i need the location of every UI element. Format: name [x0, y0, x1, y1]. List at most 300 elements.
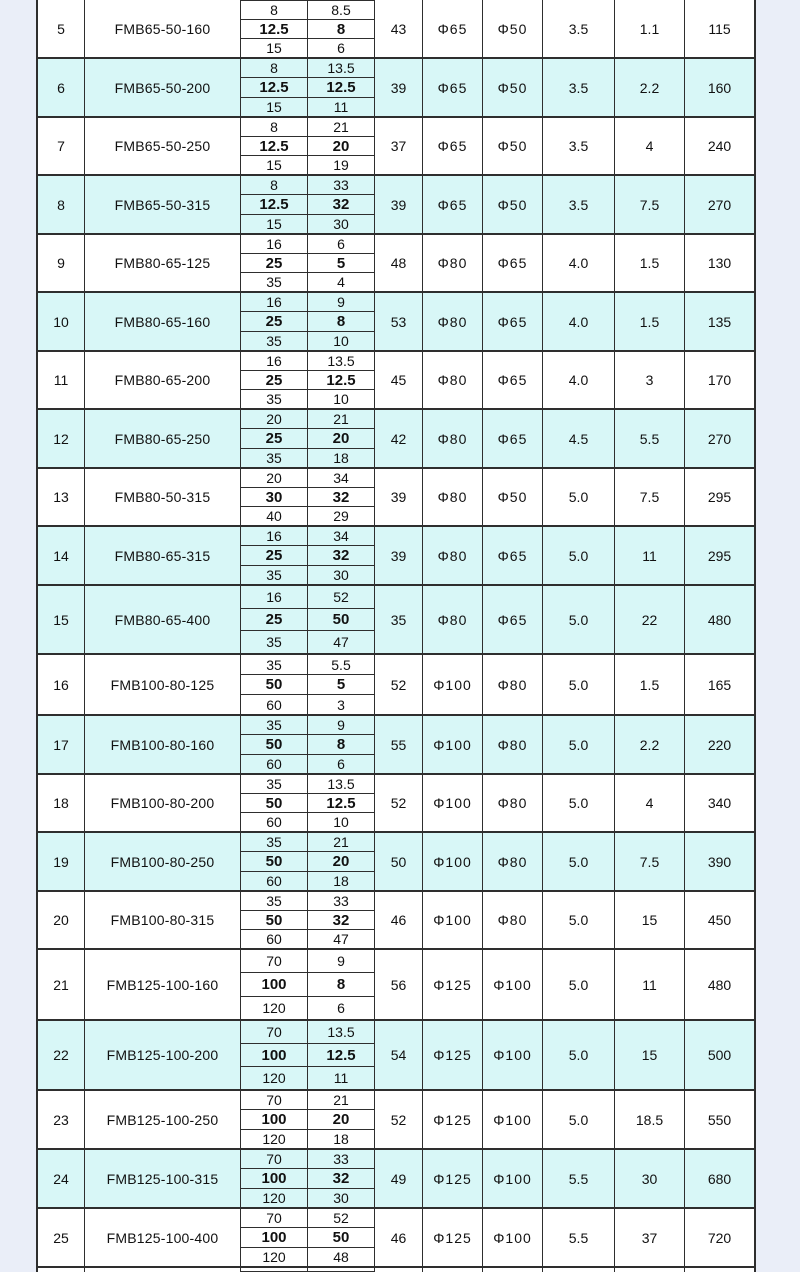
head-cell: 6 [307, 235, 374, 253]
flow-cell: 8 [270, 2, 278, 18]
flow-cell: 60 [266, 931, 282, 947]
flow-cell: 25 [265, 312, 283, 330]
row-number-cell: 22 [53, 1047, 69, 1063]
head-cell: 21 [307, 410, 374, 428]
flow-cell: 8 [270, 177, 278, 194]
inlet-diameter-cell: Φ125 [422, 1209, 482, 1266]
power-cell: 15 [614, 1021, 684, 1089]
inlet-diameter-cell [422, 1268, 482, 1272]
flow-head-subrow [241, 586, 374, 609]
table-row [38, 775, 754, 833]
flow-head-subrow [241, 566, 374, 584]
flow-cell: 25 [265, 611, 283, 628]
efficiency-cell: 53 [374, 293, 422, 350]
flow-cell: 12.5 [259, 137, 289, 155]
head-cell: 30 [307, 215, 374, 233]
flow-head-subrow [241, 892, 374, 911]
flow-cell: 100 [261, 975, 287, 993]
weight-cell: 130 [684, 235, 754, 291]
flow-head-subrow [241, 950, 374, 973]
flow-head-subrow [241, 273, 374, 291]
flow-head-subrow [241, 997, 374, 1019]
flow-head-subrow [241, 1091, 374, 1110]
head-cell: 3 [307, 695, 374, 714]
row-number-cell: 23 [53, 1111, 69, 1128]
npsh-cell: 5.0 [542, 775, 614, 831]
head-cell: 34 [307, 527, 374, 545]
flow-head-subrow [241, 235, 374, 254]
flow-head-subrow [241, 930, 374, 948]
flow-cell: 16 [266, 528, 282, 545]
power-cell: 1.1 [614, 0, 684, 57]
inlet-diameter-cell: Φ65 [422, 0, 482, 57]
head-cell: 18 [307, 1130, 374, 1148]
efficiency-cell: 56 [374, 950, 422, 1019]
inlet-diameter-cell: Φ65 [422, 176, 482, 233]
efficiency-cell: 43 [374, 0, 422, 57]
flow-head-subrow [241, 215, 374, 233]
power-cell: 11 [614, 527, 684, 584]
flow-head-subrow [241, 1021, 374, 1044]
row-number-cell: 25 [53, 1229, 69, 1246]
head-cell: 12.5 [307, 78, 374, 96]
model-cell: FMB80-50-315 [84, 469, 240, 525]
weight-cell: 390 [684, 833, 754, 890]
weight-cell: 160 [684, 59, 754, 116]
flow-cell: 16 [266, 236, 282, 252]
flow-head-subrow [241, 293, 374, 312]
npsh-cell [542, 1268, 614, 1272]
model-cell: FMB65-50-315 [84, 176, 240, 233]
outlet-diameter-cell: Φ65 [482, 235, 542, 291]
flow-cell: 35 [266, 893, 282, 909]
row-number-cell: 15 [53, 611, 69, 628]
model-cell: FMB125-100-400 [84, 1209, 240, 1266]
model-cell: FMB125-100-200 [84, 1021, 240, 1089]
row-number-cell: 16 [53, 676, 69, 693]
model-cell: FMB65-50-200 [84, 59, 240, 116]
efficiency-cell: 48 [374, 235, 422, 291]
inlet-diameter-cell: Φ125 [422, 1021, 482, 1089]
flow-head-subrow-rated [241, 1044, 374, 1067]
efficiency-cell: 37 [374, 118, 422, 174]
flow-head-subrow [241, 775, 374, 794]
flow-head-subrow-rated [241, 78, 374, 97]
flow-cell: 50 [265, 911, 283, 929]
flow-cell: 100 [261, 1169, 287, 1187]
power-cell: 5.5 [614, 410, 684, 467]
power-cell: 1.5 [614, 293, 684, 350]
row-number-cell: 18 [53, 795, 69, 811]
flow-cell: 35 [266, 566, 282, 583]
flow-head-subtable [240, 59, 374, 116]
power-cell: 18.5 [614, 1091, 684, 1148]
row-number-cell: 19 [53, 853, 69, 870]
table-row [38, 118, 754, 176]
outlet-diameter-cell: Φ65 [482, 293, 542, 350]
flow-cell: 25 [265, 546, 283, 564]
outlet-diameter-cell: Φ80 [482, 775, 542, 831]
power-cell: 2.2 [614, 716, 684, 773]
flow-head-subrow-rated [241, 609, 374, 632]
flow-head-subtable [240, 833, 374, 890]
outlet-diameter-cell: Φ50 [482, 469, 542, 525]
table-row [38, 235, 754, 293]
outlet-diameter-cell: Φ100 [482, 1209, 542, 1266]
outlet-diameter-cell [482, 1268, 542, 1272]
flow-head-subrow [241, 1067, 374, 1089]
head-cell: 32 [307, 488, 374, 506]
head-cell: 20 [307, 429, 374, 447]
head-cell: 32 [307, 911, 374, 929]
flow-head-subrow-rated [241, 312, 374, 331]
flow-head-subrow-rated [241, 20, 374, 39]
outlet-diameter-cell: Φ100 [482, 1150, 542, 1207]
flow-cell: 15 [266, 40, 282, 56]
weight-cell: 240 [684, 118, 754, 174]
flow-head-subrow [241, 1248, 374, 1266]
head-cell: 4 [307, 273, 374, 291]
table-row [38, 1021, 754, 1091]
head-cell: 8 [307, 973, 374, 995]
npsh-cell: 5.0 [542, 469, 614, 525]
inlet-diameter-cell: Φ125 [422, 1091, 482, 1148]
flow-cell: 70 [266, 1092, 282, 1109]
inlet-diameter-cell: Φ100 [422, 655, 482, 714]
model-cell: FMB80-65-160 [84, 293, 240, 350]
head-cell: 13.5 [307, 1021, 374, 1043]
row-number-cell: 6 [57, 79, 65, 96]
outlet-diameter-cell: Φ65 [482, 410, 542, 467]
efficiency-cell: 39 [374, 176, 422, 233]
flow-cell: 50 [265, 676, 283, 693]
flow-cell [241, 1268, 307, 1271]
table-row [38, 410, 754, 469]
head-cell: 10 [307, 332, 374, 350]
head-cell: 12.5 [307, 371, 374, 389]
flow-cell: 70 [266, 1024, 282, 1040]
weight-cell: 680 [684, 1150, 754, 1207]
npsh-cell: 4.5 [542, 410, 614, 467]
row-number-cell: 13 [53, 489, 69, 505]
efficiency-cell: 46 [374, 892, 422, 948]
flow-cell: 16 [266, 353, 282, 369]
outlet-diameter-cell: Φ50 [482, 0, 542, 57]
model-cell [84, 1268, 240, 1272]
flow-head-subrow [241, 390, 374, 408]
inlet-diameter-cell: Φ80 [422, 293, 482, 350]
power-cell: 30 [614, 1150, 684, 1207]
weight-cell: 295 [684, 527, 754, 584]
model-cell: FMB100-80-315 [84, 892, 240, 948]
flow-head-subrow-rated [241, 195, 374, 214]
power-cell: 22 [614, 586, 684, 653]
efficiency-cell [374, 1268, 422, 1272]
head-cell: 33 [307, 176, 374, 194]
flow-head-subrow [241, 631, 374, 653]
flow-head-subrow [241, 118, 374, 137]
table-row [38, 655, 754, 716]
head-cell: 21 [307, 1091, 374, 1109]
flow-cell: 100 [261, 1046, 287, 1064]
model-cell: FMB80-65-315 [84, 527, 240, 584]
efficiency-cell: 39 [374, 469, 422, 525]
flow-head-subtable [240, 586, 374, 653]
flow-cell: 35 [266, 449, 282, 466]
model-cell: FMB125-100-250 [84, 1091, 240, 1148]
flow-cell: 35 [266, 834, 282, 851]
efficiency-cell: 42 [374, 410, 422, 467]
efficiency-cell: 52 [374, 775, 422, 831]
inlet-diameter-cell: Φ100 [422, 892, 482, 948]
power-cell: 3 [614, 352, 684, 408]
flow-head-subrow [241, 755, 374, 773]
efficiency-cell: 52 [374, 1091, 422, 1148]
flow-cell: 35 [266, 776, 282, 792]
efficiency-cell: 39 [374, 527, 422, 584]
model-cell: FMB65-50-160 [84, 0, 240, 57]
outlet-diameter-cell: Φ80 [482, 833, 542, 890]
partial-next-row [38, 1268, 754, 1272]
inlet-diameter-cell: Φ100 [422, 716, 482, 773]
npsh-cell: 4.0 [542, 235, 614, 291]
head-cell: 52 [307, 586, 374, 608]
flow-head-subrow [241, 59, 374, 78]
flow-cell: 120 [262, 1189, 286, 1206]
head-cell: 52 [307, 1209, 374, 1227]
head-cell: 9 [307, 293, 374, 311]
inlet-diameter-cell: Φ65 [422, 59, 482, 116]
flow-head-subrow [241, 1150, 374, 1169]
flow-cell: 20 [266, 411, 282, 428]
flow-head-subtable [240, 469, 374, 525]
power-cell: 4 [614, 775, 684, 831]
flow-head-subtable [240, 775, 374, 831]
head-cell: 8 [307, 312, 374, 330]
flow-head-subrow-rated [241, 371, 374, 390]
weight-cell: 340 [684, 775, 754, 831]
table-row [38, 0, 754, 59]
flow-head-subrow-rated [241, 1169, 374, 1188]
row-number-cell: 17 [53, 736, 69, 753]
flow-cell: 25 [265, 371, 283, 389]
flow-head-subrow [241, 39, 374, 57]
head-cell: 50 [307, 1228, 374, 1246]
weight-cell: 170 [684, 352, 754, 408]
npsh-cell: 4.0 [542, 352, 614, 408]
flow-cell: 50 [265, 735, 283, 753]
flow-head-subrow [241, 1130, 374, 1148]
efficiency-cell: 46 [374, 1209, 422, 1266]
head-cell: 6 [307, 39, 374, 57]
table-row [38, 176, 754, 235]
model-cell: FMB100-80-160 [84, 716, 240, 773]
head-cell: 11 [307, 98, 374, 116]
head-cell: 10 [307, 813, 374, 831]
weight-cell: 135 [684, 293, 754, 350]
inlet-diameter-cell: Φ80 [422, 410, 482, 467]
head-cell: 47 [307, 631, 374, 653]
head-cell: 11 [307, 1067, 374, 1089]
flow-head-subrow-rated [241, 911, 374, 930]
weight-cell: 480 [684, 950, 754, 1019]
flow-cell: 25 [265, 254, 283, 272]
flow-cell: 30 [265, 488, 283, 506]
head-cell: 30 [307, 1189, 374, 1207]
npsh-cell: 3.5 [542, 0, 614, 57]
outlet-diameter-cell: Φ50 [482, 59, 542, 116]
flow-cell: 35 [266, 274, 282, 290]
flow-cell: 35 [266, 332, 282, 349]
head-cell: 10 [307, 390, 374, 408]
efficiency-cell: 49 [374, 1150, 422, 1207]
head-cell: 50 [307, 609, 374, 631]
flow-head-subrow-rated [241, 488, 374, 507]
table-row [38, 469, 754, 527]
weight-cell: 270 [684, 410, 754, 467]
flow-head-subrow-rated [241, 137, 374, 156]
head-cell: 8 [307, 20, 374, 38]
model-cell: FMB80-65-400 [84, 586, 240, 653]
efficiency-cell: 35 [374, 586, 422, 653]
flow-cell: 100 [261, 1228, 287, 1246]
flow-cell: 16 [266, 588, 282, 605]
outlet-diameter-cell: Φ65 [482, 352, 542, 408]
table-row [38, 833, 754, 892]
row-number-cell: 11 [53, 372, 69, 388]
flow-cell: 70 [266, 1210, 282, 1227]
outlet-diameter-cell: Φ80 [482, 716, 542, 773]
head-cell: 30 [307, 566, 374, 584]
flow-cell: 8 [270, 60, 278, 77]
flow-head-subrow [241, 352, 374, 371]
npsh-cell: 5.0 [542, 716, 614, 773]
flow-head-subtable [240, 655, 374, 714]
head-cell: 19 [307, 156, 374, 174]
flow-head-subtable [240, 1150, 374, 1207]
inlet-diameter-cell: Φ65 [422, 118, 482, 174]
weight-cell: 450 [684, 892, 754, 948]
power-cell: 7.5 [614, 469, 684, 525]
head-cell: 21 [307, 118, 374, 136]
flow-head-subtable [240, 527, 374, 584]
flow-cell: 50 [265, 794, 283, 812]
table-row [38, 892, 754, 950]
flow-head-subtable [240, 1091, 374, 1148]
head-cell: 20 [307, 137, 374, 155]
head-cell: 9 [307, 716, 374, 734]
weight-cell: 550 [684, 1091, 754, 1148]
flow-head-subrow-rated [241, 546, 374, 565]
npsh-cell: 4.0 [542, 293, 614, 350]
flow-cell: 35 [266, 391, 282, 407]
head-cell: 33 [307, 1150, 374, 1168]
model-cell: FMB100-80-125 [84, 655, 240, 714]
flow-head-subtable [240, 0, 374, 57]
flow-head-subrow [241, 507, 374, 525]
npsh-cell: 5.0 [542, 892, 614, 948]
flow-head-subtable [240, 118, 374, 174]
flow-head-subtable [240, 352, 374, 408]
row-number-cell: 5 [57, 20, 65, 37]
head-cell: 33 [307, 892, 374, 910]
power-cell: 15 [614, 892, 684, 948]
model-cell: FMB100-80-250 [84, 833, 240, 890]
power-cell: 1.5 [614, 655, 684, 714]
head-cell [307, 1268, 374, 1271]
flow-cell: 120 [262, 1070, 286, 1086]
flow-cell: 15 [266, 157, 282, 173]
head-cell: 13.5 [307, 59, 374, 77]
outlet-diameter-cell: Φ80 [482, 892, 542, 948]
flow-cell: 120 [262, 1248, 286, 1265]
head-cell: 20 [307, 1110, 374, 1128]
npsh-cell: 5.0 [542, 586, 614, 653]
efficiency-cell: 55 [374, 716, 422, 773]
flow-cell: 60 [266, 814, 282, 830]
npsh-cell: 3.5 [542, 118, 614, 174]
head-cell: 18 [307, 872, 374, 890]
flow-head-subrow-rated [241, 675, 374, 695]
head-cell: 5 [307, 675, 374, 694]
head-cell: 18 [307, 449, 374, 467]
head-cell: 34 [307, 469, 374, 487]
flow-cell: 60 [266, 872, 282, 889]
outlet-diameter-cell: Φ100 [482, 950, 542, 1019]
weight-cell [684, 1268, 754, 1272]
row-number-cell: 9 [57, 255, 65, 271]
efficiency-cell: 52 [374, 655, 422, 714]
flow-head-subrow [241, 1189, 374, 1207]
inlet-diameter-cell: Φ125 [422, 950, 482, 1019]
head-cell: 8 [307, 735, 374, 753]
flow-cell: 12.5 [259, 195, 289, 213]
efficiency-cell: 54 [374, 1021, 422, 1089]
power-cell: 11 [614, 950, 684, 1019]
npsh-cell: 5.0 [542, 950, 614, 1019]
flow-head-subrow-rated [241, 254, 374, 273]
flow-cell: 15 [266, 215, 282, 232]
flow-head-subrow-rated [241, 794, 374, 813]
flow-head-subrow [241, 813, 374, 831]
power-cell: 37 [614, 1209, 684, 1266]
efficiency-cell: 39 [374, 59, 422, 116]
flow-cell: 70 [266, 953, 282, 970]
outlet-diameter-cell: Φ50 [482, 176, 542, 233]
inlet-diameter-cell: Φ80 [422, 235, 482, 291]
head-cell: 21 [307, 833, 374, 851]
flow-head-subrow [241, 833, 374, 852]
model-cell: FMB65-50-250 [84, 118, 240, 174]
row-number-cell: 24 [53, 1170, 69, 1187]
head-cell: 32 [307, 546, 374, 564]
flow-cell: 35 [266, 717, 282, 734]
table-row [38, 59, 754, 118]
flow-head-subtable [240, 235, 374, 291]
table-row [38, 293, 754, 352]
power-cell: 7.5 [614, 833, 684, 890]
outlet-diameter-cell: Φ80 [482, 655, 542, 714]
head-cell: 48 [307, 1248, 374, 1266]
flow-head-subrow [241, 98, 374, 116]
flow-head-subtable [240, 892, 374, 948]
flow-cell: 35 [266, 656, 282, 673]
model-cell: FMB125-100-315 [84, 1150, 240, 1207]
flow-head-subrow-rated [241, 429, 374, 448]
power-cell [614, 1268, 684, 1272]
flow-head-subtable [240, 410, 374, 467]
flow-head-subrow [241, 156, 374, 174]
